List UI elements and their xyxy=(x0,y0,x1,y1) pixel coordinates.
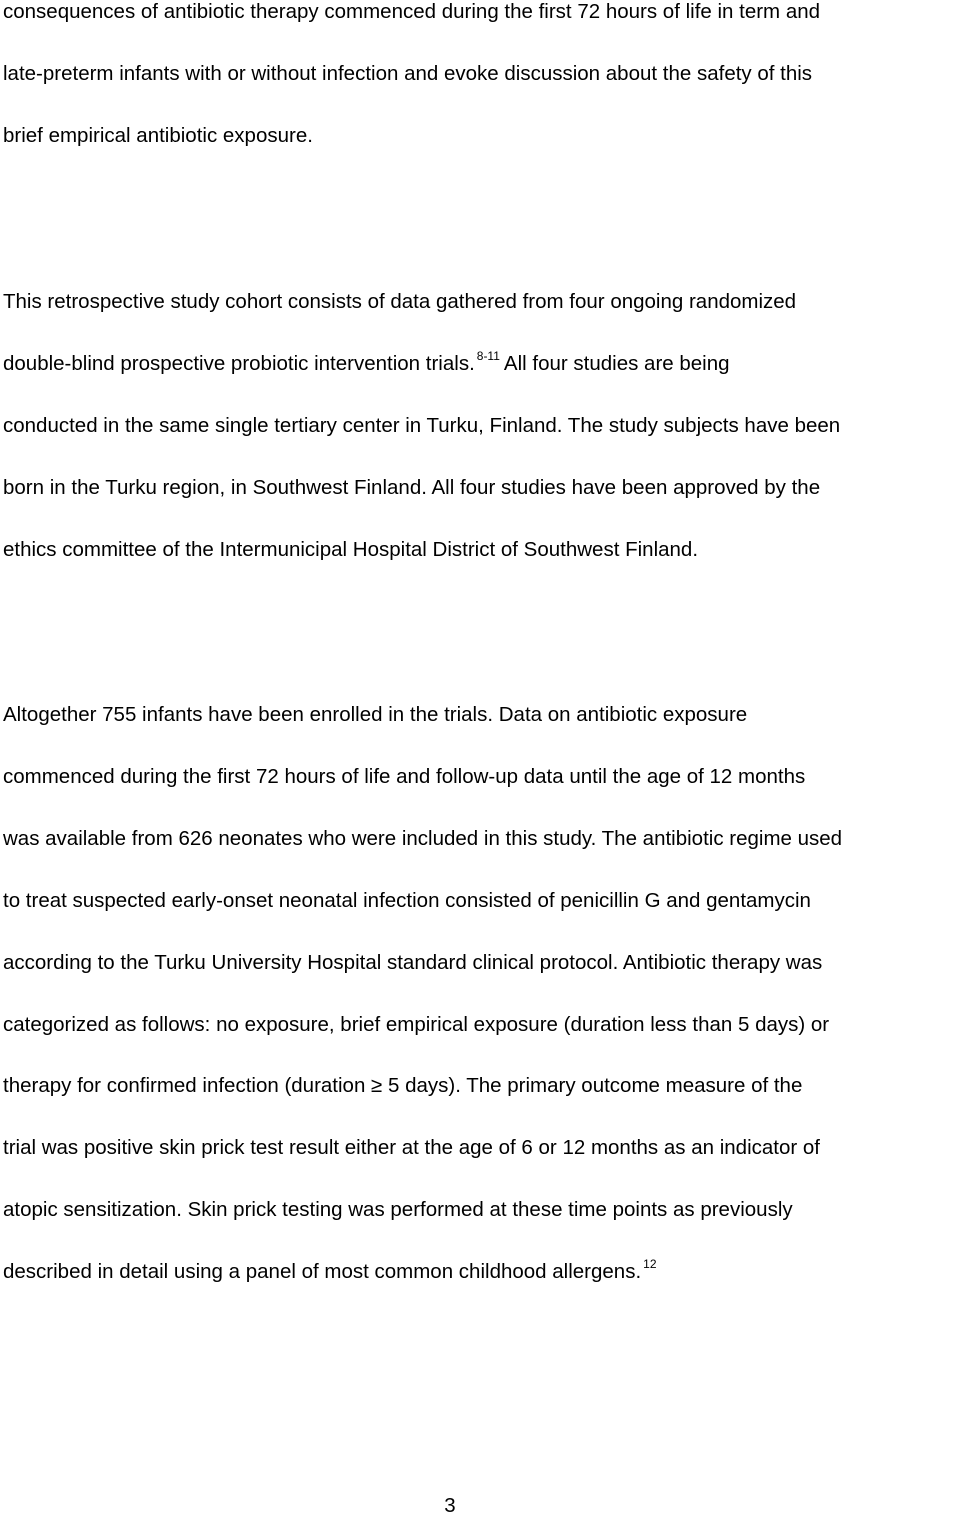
paragraph-1-line-2: late-preterm infants with or without infection and evoke discussion about the safety of this xyxy=(3,62,813,85)
paragraph-2-line-2-text: double-blind prospective probiotic intervention trials. xyxy=(3,352,475,375)
paragraph-1-line-3: brief empirical antibiotic exposure. xyxy=(3,124,313,147)
paragraph-3-line-3: was available from 626 neonates who were included in this study. The antibiotic regime used xyxy=(3,827,843,850)
paragraph-3-line-2: commenced during the first 72 hours of life and follow-up data until the age of 12 months xyxy=(3,765,806,788)
paragraph-3-line-9: atopic sensitization. Skin prick testing was performed at these time points as previously xyxy=(3,1198,793,1221)
page-number: 3 xyxy=(444,1494,456,1517)
paragraph-2-line-4: born in the Turku region, in Southwest Finland. All four studies have been approved by the xyxy=(3,476,821,499)
paragraph-3-line-1: Altogether 755 infants have been enrolled in the trials. Data on antibiotic exposure xyxy=(3,703,748,726)
citation-superscript: 8-11 xyxy=(476,349,500,363)
paragraph-2-line-2 xyxy=(3,350,730,380)
paragraph-2-line-5: ethics committee of the Intermunicipal Hospital District of Southwest Finland. xyxy=(3,538,699,561)
paragraph-3-line-10 xyxy=(3,1258,657,1288)
paragraph-3-line-10-text: described in detail using a panel of most common childhood allergens. xyxy=(3,1260,642,1283)
paragraph-2-line-1: This retrospective study cohort consists of data gathered from four ongoing randomized xyxy=(3,290,797,313)
paragraph-2-line-3: conducted in the same single tertiary center in Turku, Finland. The study subjects have been xyxy=(3,414,841,437)
paragraph-1-line-1: consequences of antibiotic therapy commenced during the first 72 hours of life in term and xyxy=(3,0,821,23)
paragraph-3-line-7: therapy for confirmed infection (duration ≥ 5 days). The primary outcome measure of the xyxy=(3,1074,803,1097)
paragraph-3-line-6: categorized as follows: no exposure, brief empirical exposure (duration less than 5 days) or xyxy=(3,1013,830,1036)
citation-superscript-end: 12 xyxy=(643,1257,657,1271)
paragraph-3-line-8: trial was positive skin prick test result either at the age of 6 or 12 months as an indicator of xyxy=(3,1136,820,1159)
paragraph-3-line-4: to treat suspected early-onset neonatal infection consisted of penicillin G and gentamycin xyxy=(3,889,811,912)
paragraph-3-line-5: according to the Turku University Hospital standard clinical protocol. Antibiotic therapy was xyxy=(3,951,823,974)
paragraph-2-line-2-continuation: All four studies are being xyxy=(503,352,730,375)
